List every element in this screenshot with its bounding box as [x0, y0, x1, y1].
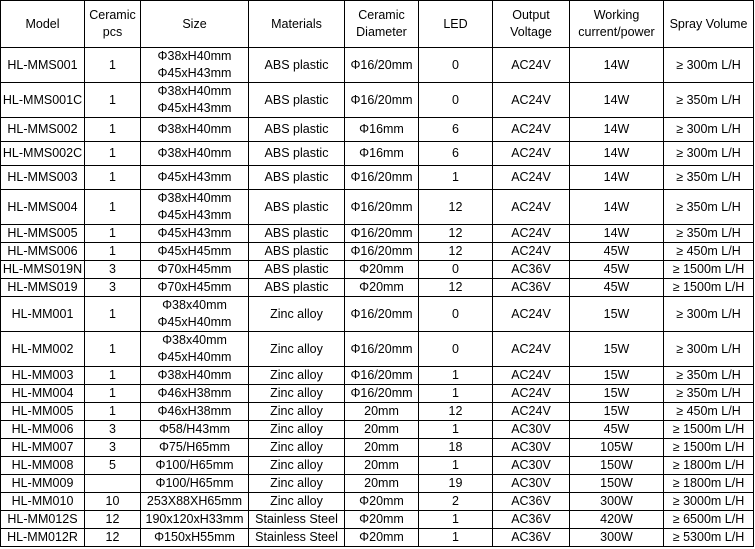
cell-diameter: Φ16/20mm — [345, 367, 419, 385]
cell-voltage: AC24V — [493, 297, 570, 332]
cell-spray-volume: ≥ 450m L/H — [664, 243, 754, 261]
cell-voltage: AC30V — [493, 475, 570, 493]
cell-voltage: AC24V — [493, 83, 570, 118]
cell-diameter: 20mm — [345, 475, 419, 493]
table-row — [1, 385, 754, 403]
cell-size — [141, 529, 249, 547]
cell-voltage: AC24V — [493, 243, 570, 261]
cell-spray-volume: ≥ 1500m L/H — [664, 279, 754, 297]
cell-ceramic-pcs: 1 — [85, 225, 141, 243]
cell-diameter: 20mm — [345, 457, 419, 475]
cell-size — [141, 83, 249, 118]
cell-size — [141, 142, 249, 166]
size-line: Φ45xH45mm — [157, 244, 232, 258]
cell-model: HL-MMS001C — [1, 83, 85, 118]
cell-material: Zinc alloy — [249, 475, 345, 493]
cell-voltage: AC24V — [493, 332, 570, 367]
cell-ceramic-pcs: 1 — [85, 166, 141, 190]
cell-material: Zinc alloy — [249, 493, 345, 511]
cell-model: HL-MM012R — [1, 529, 85, 547]
cell-power: 45W — [570, 261, 664, 279]
cell-power: 15W — [570, 332, 664, 367]
table-row — [1, 118, 754, 142]
cell-led: 1 — [419, 457, 493, 475]
cell-ceramic-pcs: 1 — [85, 190, 141, 225]
cell-led: 2 — [419, 493, 493, 511]
cell-size — [141, 48, 249, 83]
table-row — [1, 279, 754, 297]
cell-power: 15W — [570, 297, 664, 332]
table-row — [1, 421, 754, 439]
cell-diameter: Φ16/20mm — [345, 297, 419, 332]
cell-material: ABS plastic — [249, 225, 345, 243]
cell-material: Stainless Steel — [249, 529, 345, 547]
cell-led: 12 — [419, 225, 493, 243]
cell-material: ABS plastic — [249, 166, 345, 190]
cell-size — [141, 439, 249, 457]
cell-size — [141, 421, 249, 439]
cell-material: ABS plastic — [249, 118, 345, 142]
cell-led: 12 — [419, 243, 493, 261]
cell-power: 45W — [570, 243, 664, 261]
cell-material: ABS plastic — [249, 261, 345, 279]
header-output-voltage: Output Voltage — [493, 1, 570, 48]
cell-led: 0 — [419, 48, 493, 83]
cell-spray-volume: ≥ 1500m L/H — [664, 439, 754, 457]
size-line: Φ100/H65mm — [155, 476, 234, 490]
cell-led: 18 — [419, 439, 493, 457]
cell-power: 14W — [570, 190, 664, 225]
table-row — [1, 403, 754, 421]
size-line: Φ45xH40mm — [157, 315, 232, 329]
cell-material: ABS plastic — [249, 83, 345, 118]
cell-diameter: Φ20mm — [345, 261, 419, 279]
cell-led: 1 — [419, 421, 493, 439]
table-row — [1, 225, 754, 243]
size-line: Φ38xH40mm — [157, 84, 232, 98]
cell-material: Zinc alloy — [249, 403, 345, 421]
cell-power: 45W — [570, 421, 664, 439]
table-body — [1, 48, 754, 547]
cell-material: ABS plastic — [249, 142, 345, 166]
cell-led: 12 — [419, 403, 493, 421]
cell-voltage: AC36V — [493, 261, 570, 279]
cell-power: 14W — [570, 48, 664, 83]
cell-ceramic-pcs: 12 — [85, 529, 141, 547]
size-line: Φ45xH43mm — [157, 66, 232, 80]
header-ceramic-diameter: Ceramic Diameter — [345, 1, 419, 48]
cell-led: 6 — [419, 118, 493, 142]
cell-spray-volume: ≥ 300m L/H — [664, 297, 754, 332]
table-row — [1, 190, 754, 225]
cell-ceramic-pcs: 1 — [85, 385, 141, 403]
cell-diameter: Φ16/20mm — [345, 385, 419, 403]
cell-voltage: AC30V — [493, 457, 570, 475]
cell-ceramic-pcs: 12 — [85, 511, 141, 529]
cell-spray-volume: ≥ 300m L/H — [664, 332, 754, 367]
cell-model: HL-MM012S — [1, 511, 85, 529]
size-line: Φ38x40mm — [162, 333, 227, 347]
cell-model: HL-MM006 — [1, 421, 85, 439]
cell-model: HL-MMS002C — [1, 142, 85, 166]
cell-size — [141, 261, 249, 279]
cell-spray-volume: ≥ 350m L/H — [664, 367, 754, 385]
cell-diameter: Φ20mm — [345, 511, 419, 529]
table-row — [1, 261, 754, 279]
cell-power: 14W — [570, 225, 664, 243]
cell-power: 105W — [570, 439, 664, 457]
table-row — [1, 475, 754, 493]
cell-led: 1 — [419, 529, 493, 547]
cell-model: HL-MM001 — [1, 297, 85, 332]
table-row — [1, 243, 754, 261]
cell-material: Zinc alloy — [249, 297, 345, 332]
size-line: Φ150xH55mm — [154, 530, 235, 544]
size-line: Φ45xH43mm — [157, 226, 232, 240]
cell-diameter: Φ16mm — [345, 118, 419, 142]
cell-diameter: Φ20mm — [345, 529, 419, 547]
cell-power: 300W — [570, 493, 664, 511]
header-led: LED — [419, 1, 493, 48]
size-line: Φ45xH43mm — [157, 170, 232, 184]
cell-power: 14W — [570, 118, 664, 142]
size-line: Φ38xH40mm — [157, 146, 232, 160]
header-ceramic-pcs: Ceramic pcs — [85, 1, 141, 48]
size-line: 190x120xH33mm — [145, 512, 244, 526]
cell-ceramic-pcs: 3 — [85, 279, 141, 297]
size-line: Φ46xH38mm — [157, 386, 232, 400]
cell-size — [141, 457, 249, 475]
cell-diameter: Φ16/20mm — [345, 332, 419, 367]
cell-material: ABS plastic — [249, 48, 345, 83]
cell-voltage: AC24V — [493, 142, 570, 166]
cell-diameter: Φ16/20mm — [345, 190, 419, 225]
cell-ceramic-pcs: 1 — [85, 142, 141, 166]
cell-ceramic-pcs: 10 — [85, 493, 141, 511]
cell-spray-volume: ≥ 350m L/H — [664, 166, 754, 190]
table-row — [1, 367, 754, 385]
cell-spray-volume: ≥ 1500m L/H — [664, 261, 754, 279]
cell-voltage: AC30V — [493, 439, 570, 457]
cell-material: Zinc alloy — [249, 421, 345, 439]
cell-power: 150W — [570, 457, 664, 475]
cell-material: Zinc alloy — [249, 367, 345, 385]
cell-voltage: AC24V — [493, 190, 570, 225]
cell-model: HL-MMS005 — [1, 225, 85, 243]
cell-power: 300W — [570, 529, 664, 547]
cell-led: 0 — [419, 261, 493, 279]
size-line: Φ38xH40mm — [157, 49, 232, 63]
cell-material: Zinc alloy — [249, 332, 345, 367]
cell-material: Zinc alloy — [249, 457, 345, 475]
table-row — [1, 529, 754, 547]
cell-voltage: AC36V — [493, 279, 570, 297]
table-row — [1, 457, 754, 475]
cell-led: 19 — [419, 475, 493, 493]
cell-model: HL-MM007 — [1, 439, 85, 457]
cell-size — [141, 166, 249, 190]
cell-model: HL-MMS001 — [1, 48, 85, 83]
cell-diameter: 20mm — [345, 439, 419, 457]
cell-power: 420W — [570, 511, 664, 529]
cell-power: 15W — [570, 367, 664, 385]
cell-size — [141, 332, 249, 367]
size-line: 253X88XH65mm — [146, 494, 243, 508]
cell-size — [141, 190, 249, 225]
header-model: Model — [1, 1, 85, 48]
cell-spray-volume: ≥ 300m L/H — [664, 48, 754, 83]
size-line: Φ70xH45mm — [157, 280, 232, 294]
cell-diameter: 20mm — [345, 421, 419, 439]
cell-ceramic-pcs: 1 — [85, 403, 141, 421]
cell-spray-volume: ≥ 3000m L/H — [664, 493, 754, 511]
cell-spray-volume: ≥ 450m L/H — [664, 403, 754, 421]
cell-voltage: AC36V — [493, 493, 570, 511]
cell-voltage: AC30V — [493, 421, 570, 439]
cell-diameter: 20mm — [345, 403, 419, 421]
cell-size — [141, 297, 249, 332]
size-line: Φ100/H65mm — [155, 458, 234, 472]
cell-power: 14W — [570, 142, 664, 166]
cell-material: Stainless Steel — [249, 511, 345, 529]
size-line: Φ45xH40mm — [157, 350, 232, 364]
cell-model: HL-MMS019N — [1, 261, 85, 279]
cell-size — [141, 475, 249, 493]
cell-voltage: AC36V — [493, 511, 570, 529]
cell-power: 15W — [570, 403, 664, 421]
table-row — [1, 142, 754, 166]
cell-voltage: AC24V — [493, 166, 570, 190]
cell-diameter: Φ20mm — [345, 493, 419, 511]
size-line: Φ45xH43mm — [157, 208, 232, 222]
cell-spray-volume: ≥ 300m L/H — [664, 118, 754, 142]
cell-ceramic-pcs: 3 — [85, 439, 141, 457]
size-line: Φ58/H43mm — [158, 422, 231, 436]
cell-model: HL-MM004 — [1, 385, 85, 403]
cell-model: HL-MMS002 — [1, 118, 85, 142]
table-row — [1, 83, 754, 118]
cell-power: 150W — [570, 475, 664, 493]
cell-ceramic-pcs: 1 — [85, 48, 141, 83]
size-line: Φ45xH43mm — [157, 101, 232, 115]
cell-ceramic-pcs: 3 — [85, 421, 141, 439]
table-row — [1, 332, 754, 367]
table-row — [1, 439, 754, 457]
cell-voltage: AC24V — [493, 225, 570, 243]
size-line: Φ38x40mm — [162, 298, 227, 312]
cell-material: ABS plastic — [249, 279, 345, 297]
cell-diameter: Φ16/20mm — [345, 243, 419, 261]
cell-spray-volume: ≥ 1800m L/H — [664, 475, 754, 493]
cell-diameter: Φ16/20mm — [345, 83, 419, 118]
cell-led: 1 — [419, 385, 493, 403]
table-row — [1, 48, 754, 83]
cell-led: 12 — [419, 190, 493, 225]
cell-material: Zinc alloy — [249, 385, 345, 403]
cell-power: 45W — [570, 279, 664, 297]
cell-led: 12 — [419, 279, 493, 297]
cell-led: 0 — [419, 297, 493, 332]
cell-spray-volume: ≥ 6500m L/H — [664, 511, 754, 529]
cell-spray-volume: ≥ 5300m L/H — [664, 529, 754, 547]
size-line: Φ70xH45mm — [157, 262, 232, 276]
cell-size — [141, 385, 249, 403]
cell-size — [141, 279, 249, 297]
cell-model: HL-MMS004 — [1, 190, 85, 225]
cell-spray-volume: ≥ 1500m L/H — [664, 421, 754, 439]
header-materials: Materials — [249, 1, 345, 48]
cell-voltage: AC24V — [493, 367, 570, 385]
cell-ceramic-pcs: 1 — [85, 297, 141, 332]
cell-material: ABS plastic — [249, 190, 345, 225]
cell-power: 14W — [570, 166, 664, 190]
cell-size — [141, 118, 249, 142]
header-size: Size — [141, 1, 249, 48]
table-row — [1, 297, 754, 332]
cell-diameter: Φ16mm — [345, 142, 419, 166]
cell-voltage: AC24V — [493, 118, 570, 142]
table-row — [1, 511, 754, 529]
cell-spray-volume: ≥ 1800m L/H — [664, 457, 754, 475]
cell-material: Zinc alloy — [249, 439, 345, 457]
header-row — [1, 1, 754, 48]
cell-spray-volume: ≥ 300m L/H — [664, 142, 754, 166]
cell-led: 1 — [419, 367, 493, 385]
cell-model: HL-MM003 — [1, 367, 85, 385]
header-working-power: Working current/power — [570, 1, 664, 48]
cell-spray-volume: ≥ 350m L/H — [664, 190, 754, 225]
cell-power: 14W — [570, 83, 664, 118]
size-line: Φ46xH38mm — [157, 404, 232, 418]
cell-ceramic-pcs: 1 — [85, 367, 141, 385]
cell-led: 0 — [419, 332, 493, 367]
cell-size — [141, 225, 249, 243]
cell-size — [141, 243, 249, 261]
size-line: Φ38xH40mm — [157, 368, 232, 382]
cell-diameter: Φ16/20mm — [345, 166, 419, 190]
cell-diameter: Φ16/20mm — [345, 225, 419, 243]
cell-spray-volume: ≥ 350m L/H — [664, 83, 754, 118]
cell-size — [141, 367, 249, 385]
cell-voltage: AC36V — [493, 529, 570, 547]
cell-led: 6 — [419, 142, 493, 166]
header-spray-volume: Spray Volume — [664, 1, 754, 48]
cell-size — [141, 511, 249, 529]
cell-spray-volume: ≥ 350m L/H — [664, 225, 754, 243]
size-line: Φ38xH40mm — [157, 122, 232, 136]
size-line: Φ75/H65mm — [158, 440, 231, 454]
cell-ceramic-pcs — [85, 475, 141, 493]
cell-led: 0 — [419, 83, 493, 118]
cell-model: HL-MMS019 — [1, 279, 85, 297]
cell-voltage: AC24V — [493, 385, 570, 403]
cell-model: HL-MM010 — [1, 493, 85, 511]
cell-ceramic-pcs: 1 — [85, 83, 141, 118]
cell-power: 15W — [570, 385, 664, 403]
cell-spray-volume: ≥ 350m L/H — [664, 385, 754, 403]
cell-model: HL-MM009 — [1, 475, 85, 493]
cell-diameter: Φ20mm — [345, 279, 419, 297]
cell-led: 1 — [419, 166, 493, 190]
cell-model: HL-MM005 — [1, 403, 85, 421]
cell-led: 1 — [419, 511, 493, 529]
cell-ceramic-pcs: 1 — [85, 243, 141, 261]
size-line: Φ38xH40mm — [157, 191, 232, 205]
cell-ceramic-pcs: 3 — [85, 261, 141, 279]
cell-diameter: Φ16/20mm — [345, 48, 419, 83]
cell-material: ABS plastic — [249, 243, 345, 261]
cell-model: HL-MMS003 — [1, 166, 85, 190]
cell-ceramic-pcs: 1 — [85, 332, 141, 367]
cell-model: HL-MM002 — [1, 332, 85, 367]
cell-ceramic-pcs: 1 — [85, 118, 141, 142]
cell-ceramic-pcs: 5 — [85, 457, 141, 475]
cell-size — [141, 403, 249, 421]
cell-voltage: AC24V — [493, 48, 570, 83]
cell-model: HL-MMS006 — [1, 243, 85, 261]
table-row — [1, 493, 754, 511]
table-row — [1, 166, 754, 190]
cell-model: HL-MM008 — [1, 457, 85, 475]
cell-size — [141, 493, 249, 511]
cell-voltage: AC24V — [493, 403, 570, 421]
